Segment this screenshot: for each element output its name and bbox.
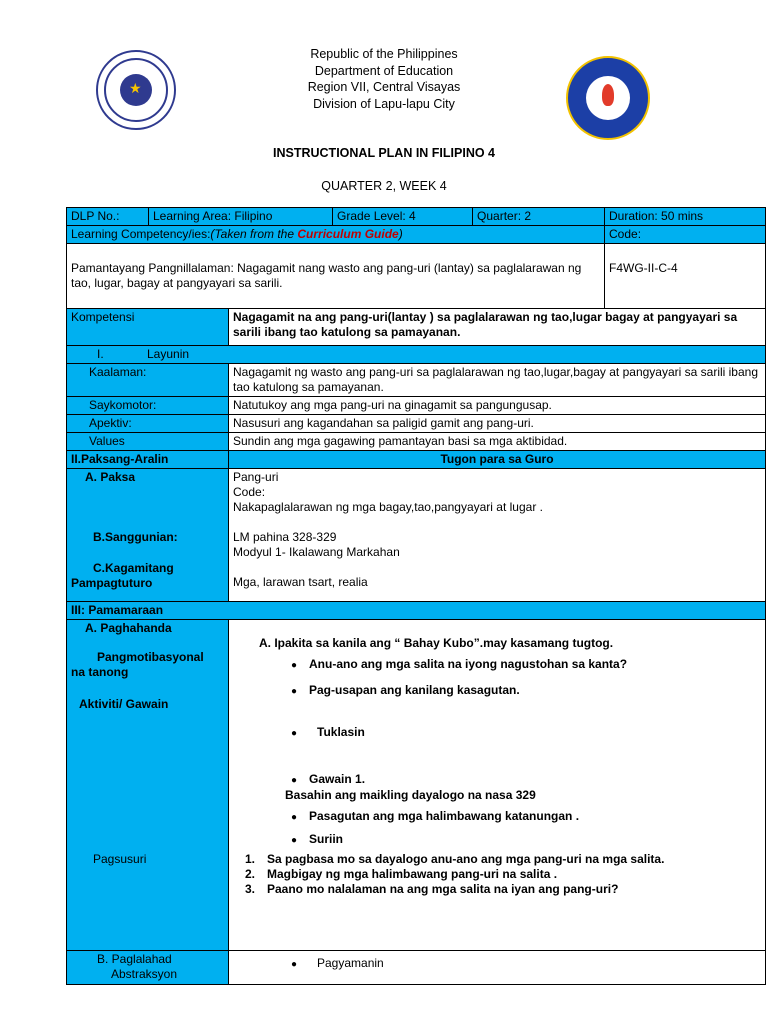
saykomotor-value: Natutukoy ang mga pang-uri na ginagamit sa pangungusap. bbox=[229, 397, 766, 415]
layunin-title: Layunin bbox=[147, 347, 190, 361]
paksang-labels-cell bbox=[67, 469, 229, 602]
numbered-2: 2. Magbigay ng mga halimbawang pang-uri na salita . bbox=[245, 867, 558, 881]
paksa-line-1: Pang-uri bbox=[233, 470, 279, 484]
numbered-1-text: Sa pagbasa mo sa dayalogo anu-ano ang mga pang-uri na mga salita. bbox=[267, 852, 665, 866]
pamantayan-cell: Pamantayang Pangnillalaman: Nagagamit nang wasto ang pang-uri (lantay) sa paglalarawan ng tao, lugar, bagay at pangyayari sa sarili. bbox=[67, 244, 605, 309]
numbered-1: 1. Sa pagbasa mo sa dayalogo anu-ano ang mga pang-uri na mga salita. bbox=[245, 852, 665, 866]
letterhead bbox=[0, 46, 768, 112]
header-line-4: Division of Lapu-lapu City bbox=[313, 96, 455, 111]
bullet-pag-usapan: ● Pag-usapan ang kanilang kasagutan. bbox=[233, 683, 761, 699]
tugon-heading: Tugon para sa Guro bbox=[229, 451, 766, 469]
paglalahad-body-cell bbox=[229, 951, 766, 985]
apektiv-label: Apektiv: bbox=[67, 415, 229, 433]
header-line-3: Region VII, Central Visayas bbox=[307, 80, 461, 94]
item-a: A. Ipakita sa kanila ang “ Bahay Kubo”.may kasamang tugtog. bbox=[259, 636, 614, 650]
apektiv-value: Nasusuri ang kagandahan sa paligid gamit ang pang-uri. bbox=[229, 415, 766, 433]
code-label-cell: Code: bbox=[605, 226, 766, 244]
sanggunian-label: B.Sanggunian: bbox=[93, 530, 178, 544]
kagamitang-label-1: C.Kagamitang bbox=[93, 561, 174, 575]
competency-note-a: (Taken from the bbox=[210, 227, 298, 241]
competency-label-cell bbox=[67, 226, 605, 244]
tuklasin-text: Tuklasin bbox=[317, 725, 365, 739]
numbered-3-text: Paano mo nalalaman na ang mga salita na iyan ang pang-uri? bbox=[267, 882, 619, 896]
bullet-gawain: ● Gawain 1. bbox=[233, 772, 761, 788]
kompetensi-value-cell: Nagagamit na ang pang-uri(lantay ) sa paglalarawan ng tao,lugar bagay at pangyayari sa sarili ibang tao katulong sa pamayanan. bbox=[229, 309, 766, 346]
code-value-cell: F4WG-II-C-4 bbox=[605, 244, 766, 309]
pangmotibasyonal-label-1: Pangmotibasyonal bbox=[97, 650, 204, 664]
bullet-suriin: ● Suriin bbox=[233, 832, 761, 848]
sanggunian-line-1: LM pahina 328-329 bbox=[233, 530, 337, 544]
bullet-pasagutan: ● Pasagutan ang mga halimbawang katanungan . bbox=[233, 809, 761, 825]
document-subtitle: QUARTER 2, WEEK 4 bbox=[321, 179, 447, 193]
layunin-heading bbox=[67, 346, 766, 364]
pamamaraan-body-cell bbox=[229, 620, 766, 951]
aktiviti-label: Aktiviti/ Gawain bbox=[79, 697, 169, 711]
numbered-2-text: Magbigay ng mga halimbawang pang-uri na salita . bbox=[267, 867, 558, 881]
layunin-num: I. bbox=[97, 347, 104, 361]
learning-area-cell: Learning Area: Filipino bbox=[149, 208, 333, 226]
paglalahad-label-2: Abstraksyon bbox=[111, 967, 178, 981]
bullet-pagyamanin bbox=[233, 956, 761, 972]
paglalahad-label-cell bbox=[67, 951, 229, 985]
bullet-tuklasin bbox=[233, 725, 761, 741]
competency-note-c: ) bbox=[398, 227, 403, 241]
paghahanda-label: A. Paghahanda bbox=[85, 621, 172, 635]
grade-level-cell: Grade Level: 4 bbox=[333, 208, 473, 226]
dlp-cell: DLP No.: bbox=[67, 208, 149, 226]
header-line-1: Republic of the Philippines bbox=[310, 47, 458, 61]
values-value: Sundin ang mga gagawing pamantayan basi sa mga aktibidad. bbox=[229, 433, 766, 451]
paksang-values-cell bbox=[229, 469, 766, 602]
paksa-line-3: Nakapaglalarawan ng mga bagay,tao,pangyayari at lugar . bbox=[233, 500, 543, 514]
bullet-anu-ano: ● Anu-ano ang mga salita na iyong nagustohan sa kanta? bbox=[233, 657, 761, 673]
curriculum-guide-link: Curriculum Guide bbox=[297, 227, 399, 241]
competency-label: Learning Competency/ies: bbox=[71, 227, 211, 241]
kaalaman-label: Kaalaman: bbox=[67, 364, 229, 397]
duration-cell: Duration: 50 mins bbox=[605, 208, 766, 226]
paksa-label: A. Paksa bbox=[85, 470, 136, 484]
values-label: Values bbox=[67, 433, 229, 451]
kaalaman-value: Nagagamit ng wasto ang pang-uri sa paglalarawan ng tao,lugar,bagay at pangyayari sa sarili ibang tao katulong sa pamayanan. bbox=[229, 364, 766, 397]
document-title: INSTRUCTIONAL PLAN IN FILIPINO 4 bbox=[273, 146, 495, 160]
pamamaraan-labels-cell bbox=[67, 620, 229, 951]
saykomotor-label: Saykomotor: bbox=[67, 397, 229, 415]
numbered-3: 3. Paano mo nalalaman na ang mga salita na iyan ang pang-uri? bbox=[245, 882, 619, 896]
kagamitang-value: Mga, larawan tsart, realia bbox=[233, 575, 368, 589]
sanggunian-line-2: Modyul 1- Ikalawang Markahan bbox=[233, 545, 400, 559]
instructional-plan-table bbox=[66, 207, 766, 985]
paksa-line-2: Code: bbox=[233, 485, 266, 499]
pamamaraan-heading: III: Pamamaraan bbox=[67, 602, 766, 620]
paksang-aralin-heading: II.Paksang-Aralin bbox=[67, 451, 229, 469]
deped-seal-logo: ★ bbox=[96, 50, 176, 130]
kagamitang-label-2: Pampagtuturo bbox=[71, 576, 153, 590]
quarter-cell: Quarter: 2 bbox=[473, 208, 605, 226]
pangmotibasyonal-label-2: na tanong bbox=[71, 665, 129, 679]
basahin-line: Basahin ang maikling dayalogo na nasa 329 bbox=[285, 788, 536, 802]
header-line-2: Department of Education bbox=[314, 63, 454, 78]
pagyamanin-text: Pagyamanin bbox=[317, 956, 384, 970]
pagsusuri-label: Pagsusuri bbox=[93, 852, 147, 866]
kompetensi-label-cell: Kompetensi bbox=[67, 309, 229, 346]
paglalahad-label-1: B. Paglalahad bbox=[97, 952, 172, 966]
